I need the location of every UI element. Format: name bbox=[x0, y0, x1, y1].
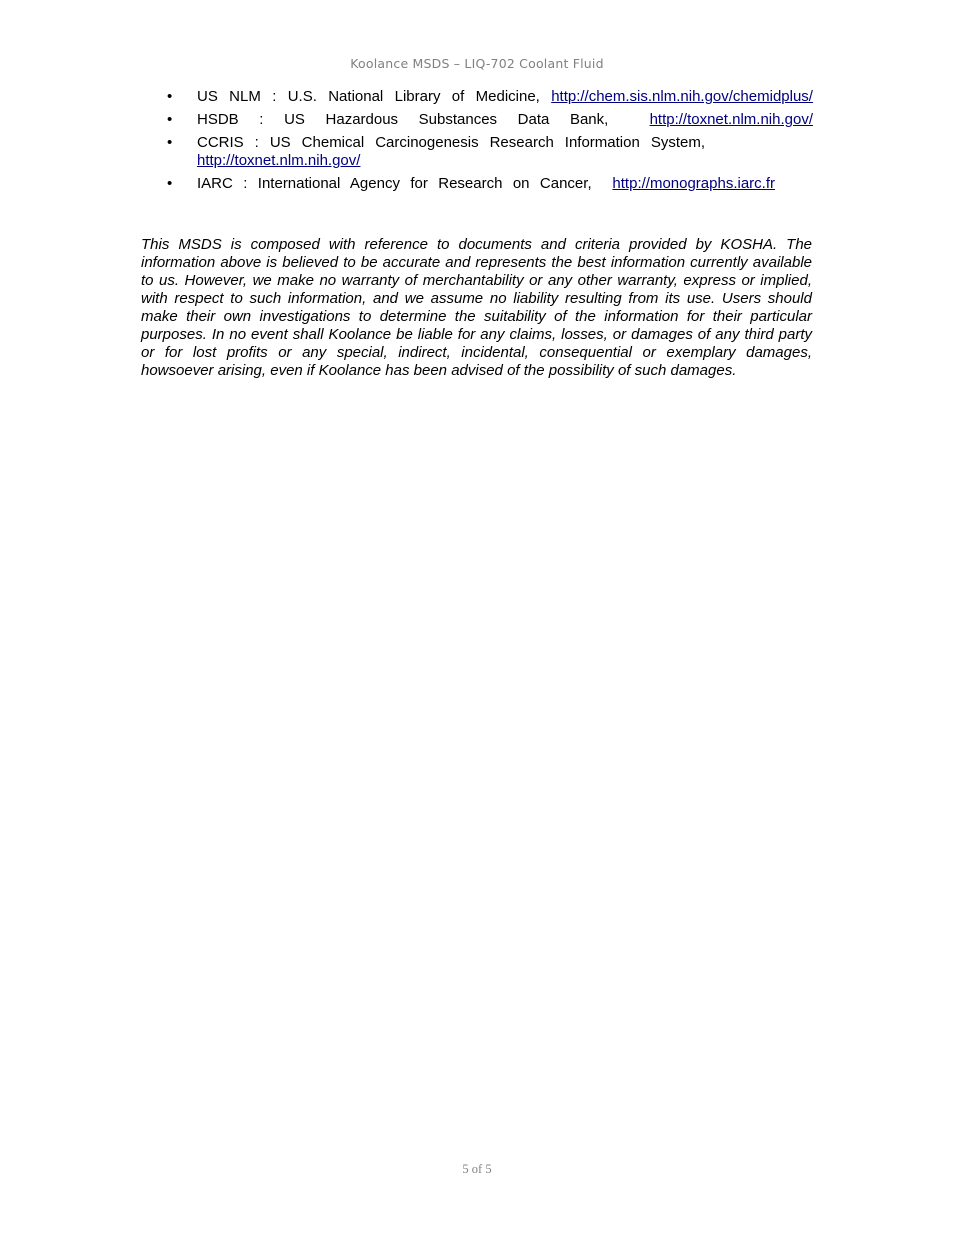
bullet-icon: • bbox=[167, 134, 173, 151]
reference-link[interactable]: http://monographs.iarc.fr bbox=[612, 175, 775, 192]
disclaimer-paragraph: This MSDS is composed with reference to documents and criteria provided by KOSHA. The information above is believed to be accurate and represents the best information currently available to us. However, we make no warranty of merchantability or any other warranty, express or implied, with respect to such information, and we assume no liability resulting from its use. Users should make their own investigations to determine the suitability of the information for their particular purposes. In no event shall Koolance be liable for any claims, losses, or damages of any third party or for lost profits or any special, indirect, incidental, consequential or exemplary damages, howsoever arising, even if Koolance has been advised of the possibility of such damages. bbox=[141, 236, 812, 379]
reference-label: CCRIS : US Chemical Carcinogenesis Research Information System, bbox=[197, 134, 705, 151]
reference-label: IARC : International Agency for Research on Cancer, bbox=[197, 175, 592, 192]
reference-list bbox=[141, 88, 813, 198]
bullet-icon: • bbox=[167, 111, 173, 128]
reference-item-ccris bbox=[141, 134, 813, 170]
reference-item-us-nlm bbox=[141, 88, 813, 106]
page-number: 5 of 5 bbox=[462, 1162, 492, 1176]
reference-item-hsdb bbox=[141, 111, 813, 129]
reference-label: US NLM : U.S. National Library of Medicine, bbox=[197, 88, 540, 105]
bullet-icon: • bbox=[167, 88, 173, 105]
reference-item-iarc bbox=[141, 175, 813, 193]
reference-label: HSDB : US Hazardous Substances Data Bank, bbox=[197, 111, 609, 128]
bullet-icon: • bbox=[167, 175, 173, 192]
reference-link[interactable]: http://toxnet.nlm.nih.gov/ bbox=[197, 152, 361, 169]
reference-link[interactable]: http://toxnet.nlm.nih.gov/ bbox=[649, 111, 813, 128]
reference-link[interactable]: http://chem.sis.nlm.nih.gov/chemidplus/ bbox=[551, 88, 813, 105]
page-header: Koolance MSDS – LIQ-702 Coolant Fluid bbox=[350, 56, 604, 71]
